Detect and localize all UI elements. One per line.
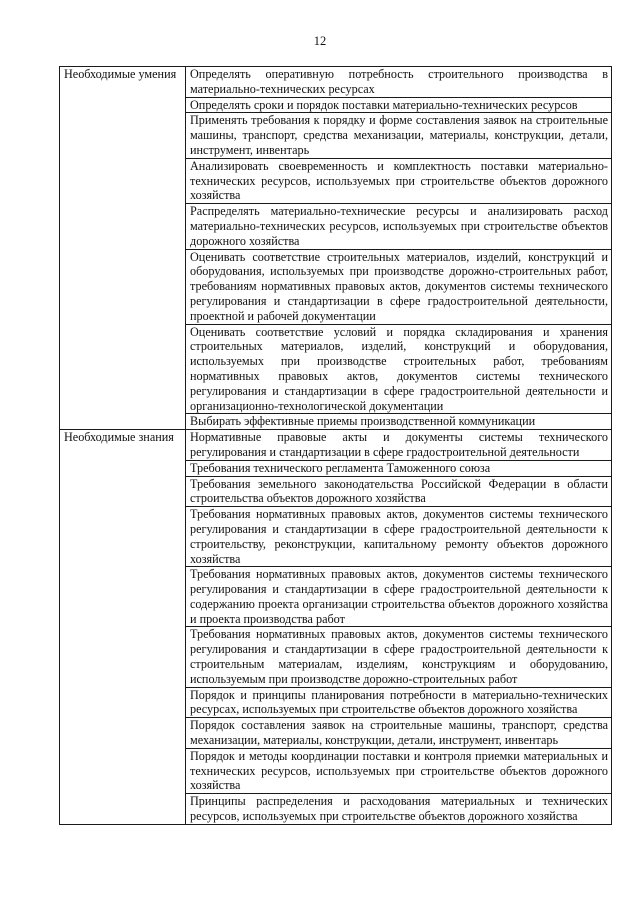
requirement-item: Выбирать эффективные приемы производственной коммуникации [186,414,612,430]
requirements-table-body [60,67,612,825]
table-row [60,67,612,98]
page-number: 12 [313,34,327,48]
table-row [60,430,612,461]
requirement-item: Определять оперативную потребность строительного производства в материально-технических ресурсах [186,67,612,98]
section-label: Необходимые знания [60,430,186,825]
section-label: Необходимые умения [60,67,186,430]
requirement-item: Требования технического регламента Таможенного союза [186,460,612,476]
requirements-table [59,66,612,825]
requirement-item: Требования нормативных правовых актов, документов системы технического регулирования и стандартизации в сфере градостроительной деятельности к строительным материалам, изделиям, конструкциям и оборудованию, используемым при производстве дорожно-строительных работ [186,627,612,687]
requirement-item: Оценивать соответствие строительных материалов, изделий, конструкций и оборудования, используемых при производстве дорожно-строительных работ, требованиям нормативных правовых актов, документов системы технического регулирования и стандартизации в сфере градостроительной деятельности, проектной и рабочей документации [186,249,612,324]
requirement-item: Порядок и методы координации поставки и контроля приемки материальных и технических ресурсов, используемых при строительстве объектов дорожного хозяйства [186,748,612,793]
requirement-item: Распределять материально-технические ресурсы и анализировать расход материально-технических ресурсов, используемых при строительстве объектов дорожного хозяйства [186,204,612,249]
requirement-item: Нормативные правовые акты и документы системы технического регулирования и стандартизации в сфере градостроительной деятельности [186,430,612,461]
requirement-item: Принципы распределения и расходования материальных и технических ресурсов, используемых при строительстве объектов дорожного хозяйства [186,794,612,825]
requirement-item: Определять сроки и порядок поставки материально-технических ресурсов [186,97,612,113]
requirement-item: Анализировать своевременность и комплектность поставки материально-технических ресурсов, используемых при строительстве объектов дорожного хозяйства [186,158,612,203]
requirement-item: Порядок составления заявок на строительные машины, транспорт, средства механизации, материалы, конструкции, детали, инструмент, инвентарь [186,718,612,749]
requirement-item: Применять требования к порядку и форме составления заявок на строительные машины, транспорт, средства механизации, материалы, конструкции, детали, инструмент, инвентарь [186,113,612,158]
requirement-item: Оценивать соответствие условий и порядка складирования и хранения строительных материалов, изделий, конструкций и оборудования, используемых при производстве строительных работ, требованиям нормативных правовых актов, документов системы технического регулирования и стандартизации в сфере градостроительной деятельности и организационно-технологической документации [186,324,612,414]
requirement-item: Требования земельного законодательства Российской Федерации в области строительства объектов дорожного хозяйства [186,476,612,507]
requirement-item: Требования нормативных правовых актов, документов системы технического регулирования и стандартизации в сфере градостроительной деятельности к содержанию проекта организации строительства объектов дорожного хозяйства и проекта производства работ [186,567,612,627]
requirement-item: Требования нормативных правовых актов, документов системы технического регулирования и стандартизации в сфере градостроительной деятельности к строительству, реконструкции, капитальному ремонту объектов дорожного хозяйства [186,507,612,567]
requirement-item: Порядок и принципы планирования потребности в материально-технических ресурсах, используемых при строительстве объектов дорожного хозяйства [186,687,612,718]
